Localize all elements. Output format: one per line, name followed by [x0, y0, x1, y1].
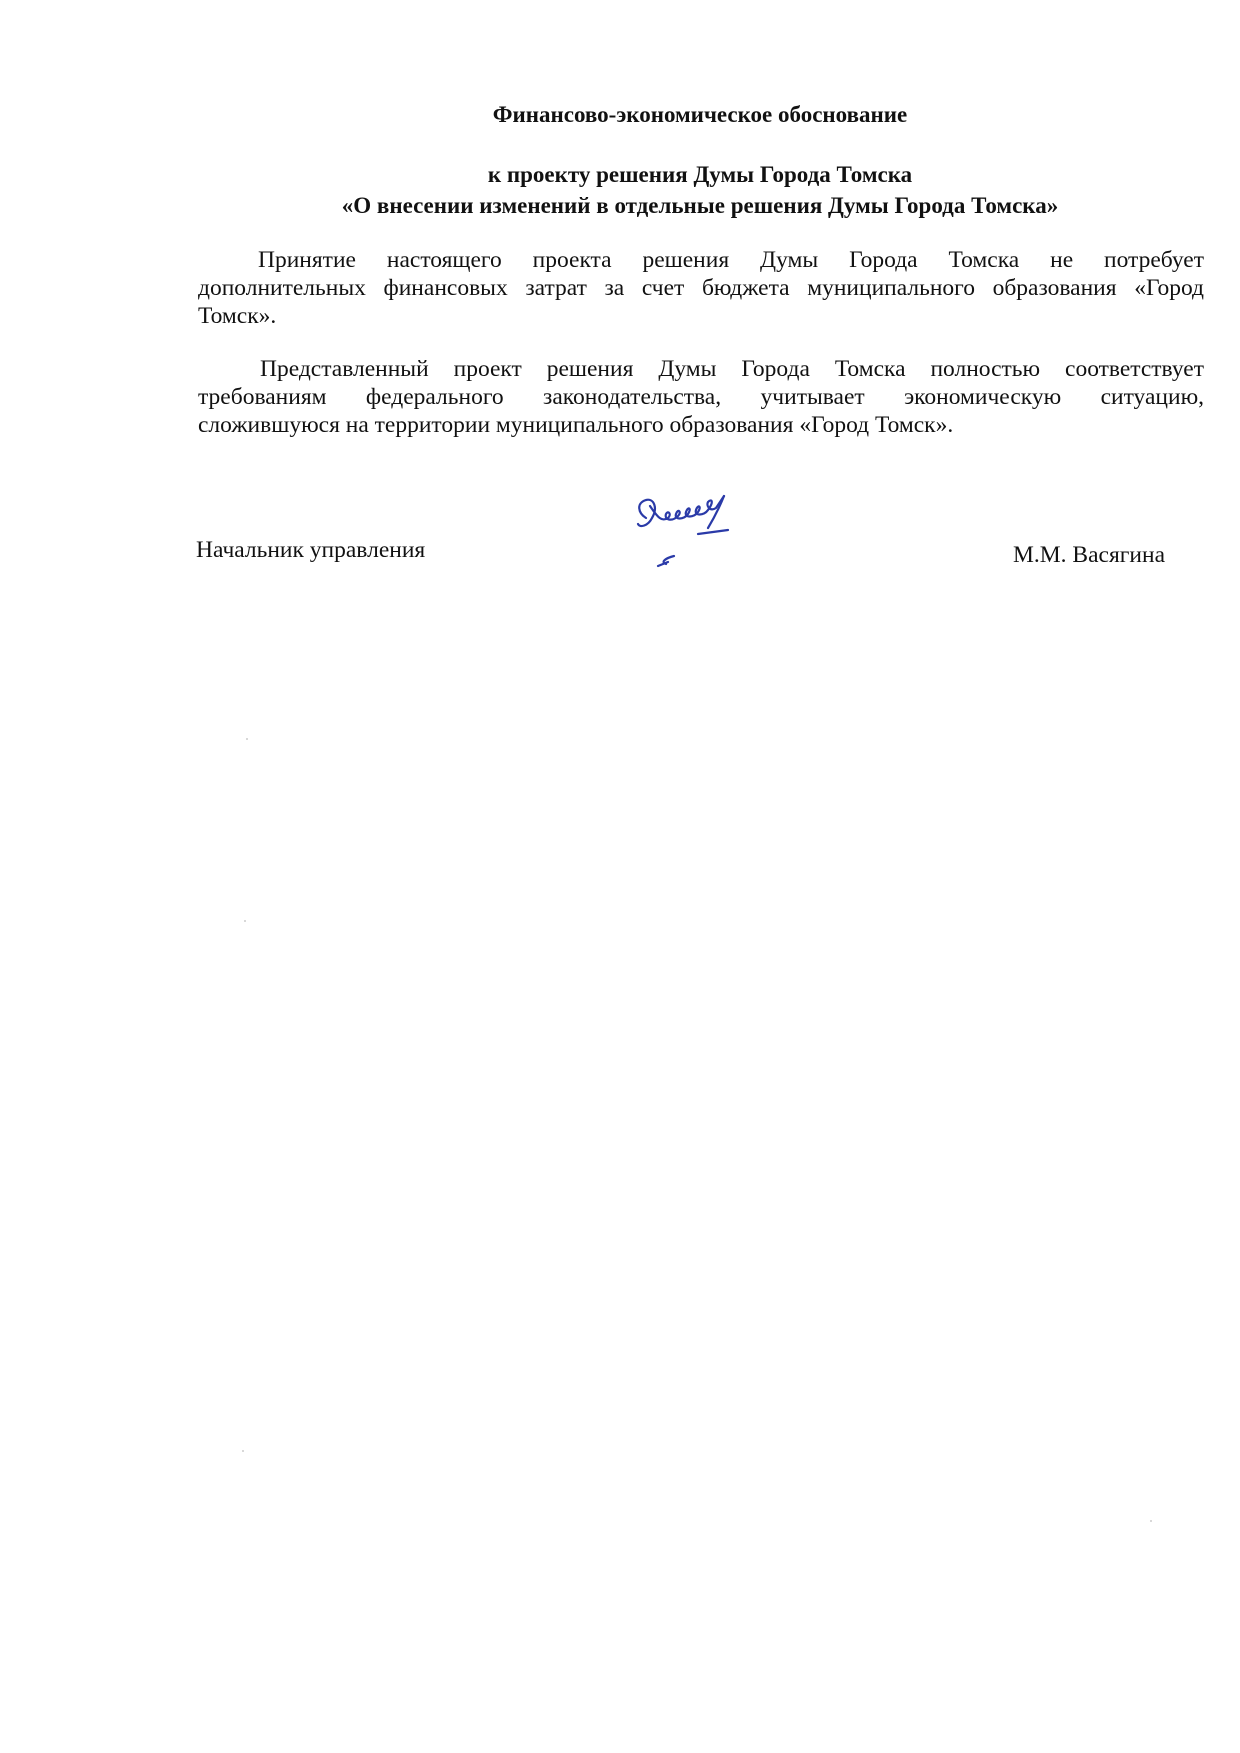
signer-name: М.М. Васягина [1013, 542, 1165, 568]
document-subtitle-line-2: «О внесении изменений в отдельные решения Думы Города Томска» [341, 193, 1059, 218]
paragraph-compliance [198, 355, 1204, 439]
scan-speck [242, 1450, 244, 1452]
handwritten-signature [628, 488, 798, 588]
paragraph-line: требованиям федерального законодательства, учитывает экономическую ситуацию, [198, 384, 1204, 410]
paragraph-line: Представленный проект решения Думы Города Томска полностью соответствует [260, 356, 1204, 382]
scan-speck [1150, 1520, 1152, 1522]
paragraph-line: Томск». [198, 303, 277, 329]
paragraph-line: дополнительных финансовых затрат за счет бюджета муниципального образования «Город [198, 275, 1204, 301]
signer-position: Начальник управления [196, 537, 426, 563]
document-subtitle-line-1: к проекту решения Думы Города Томска [487, 162, 913, 187]
paragraph-financial-costs [198, 246, 1204, 330]
document-title: Финансово-экономическое обоснование [492, 102, 908, 127]
scan-speck [246, 738, 248, 740]
paragraph-line: сложившуюся на территории муниципального образования «Город Томск». [198, 412, 954, 438]
paragraph-line: Принятие настоящего проекта решения Думы Города Томска не потребует [258, 247, 1204, 273]
scan-speck [244, 920, 246, 922]
